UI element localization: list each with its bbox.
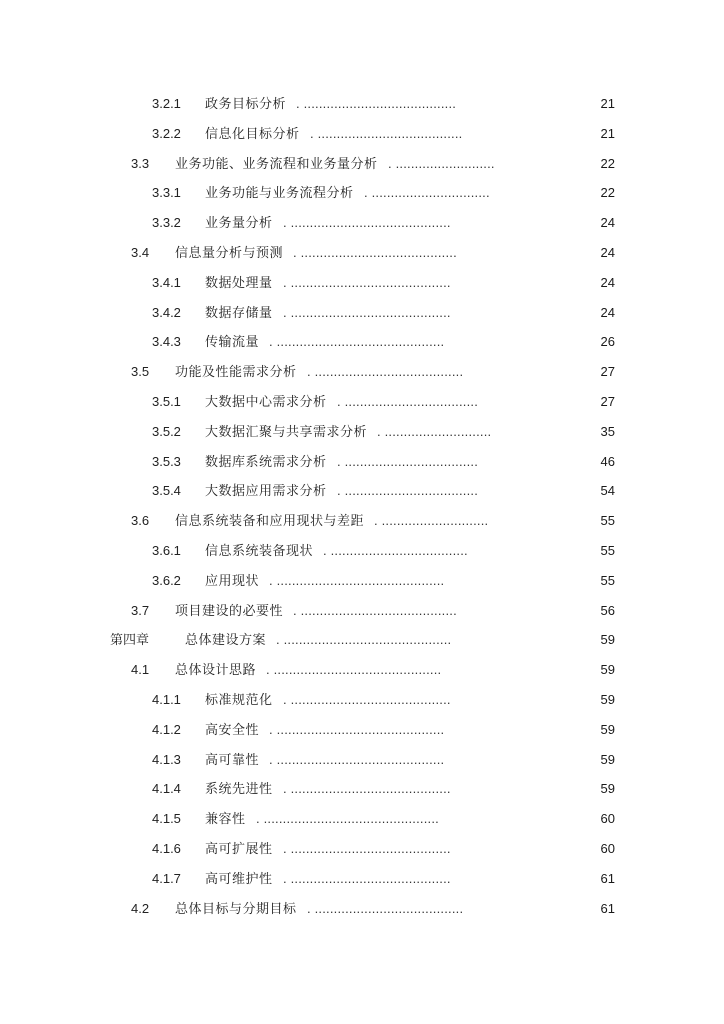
toc-entry-number: 3.5.4 bbox=[152, 483, 181, 499]
toc-entry-number: 第四章 bbox=[110, 632, 150, 648]
toc-entry-number: 4.2 bbox=[131, 900, 150, 916]
toc-entry-number: 4.1.3 bbox=[152, 751, 181, 767]
toc-entry-number: 3.4.2 bbox=[152, 304, 181, 320]
toc-entry-page-number: 21 bbox=[600, 96, 615, 111]
toc-entry-title: 大数据应用需求分析 bbox=[205, 483, 327, 499]
toc-entry[interactable] bbox=[0, 774, 724, 804]
toc-entry[interactable] bbox=[0, 745, 724, 775]
toc-entry-number: 3.2.2 bbox=[152, 125, 181, 141]
toc-entry-title: 大数据中心需求分析 bbox=[205, 393, 327, 409]
toc-entry[interactable] bbox=[0, 208, 724, 238]
toc-entry[interactable] bbox=[0, 685, 724, 715]
toc-entry-page-number: 26 bbox=[600, 334, 615, 350]
toc-entry-leader-dots: . ............................... bbox=[364, 185, 490, 201]
toc-entry-page-number: 22 bbox=[600, 155, 615, 171]
toc-entry-page-number: 60 bbox=[600, 811, 615, 827]
toc-entry-title: 总体设计思路 bbox=[175, 662, 257, 678]
toc-entry-leader-dots: . ................................... bbox=[337, 453, 479, 469]
toc-entry-leader-dots: . .......................... bbox=[388, 155, 495, 171]
toc-entry-number: 4.1.7 bbox=[152, 870, 181, 886]
toc-entry-title: 业务功能、业务流程和业务量分析 bbox=[175, 155, 378, 171]
toc-entry-title: 数据库系统需求分析 bbox=[205, 453, 327, 469]
toc-entry-number: 3.5.1 bbox=[152, 393, 181, 409]
toc-entry-title: 信息系统装备现状 bbox=[205, 542, 314, 558]
toc-entry-page-number: 21 bbox=[600, 125, 615, 141]
toc-entry-number: 4.1.2 bbox=[152, 721, 181, 737]
toc-entry-page-number: 59 bbox=[600, 721, 615, 737]
toc-entry-title: 政务目标分析 bbox=[205, 96, 287, 111]
toc-entry-leader-dots: . .......................................... bbox=[283, 274, 451, 290]
toc-entry-title: 高可扩展性 bbox=[205, 840, 273, 856]
toc-entry-page-number: 27 bbox=[600, 393, 615, 409]
toc-entry-page-number: 22 bbox=[600, 185, 615, 201]
toc-entry-page-number: 24 bbox=[600, 274, 615, 290]
toc-entry[interactable] bbox=[0, 387, 724, 417]
toc-entry[interactable] bbox=[0, 596, 724, 626]
toc-entry-title: 总体建设方案 bbox=[185, 632, 267, 648]
toc-entry-page-number: 56 bbox=[600, 602, 615, 618]
toc-entry[interactable] bbox=[0, 447, 724, 477]
toc-entry-leader-dots: . ............................................ bbox=[276, 632, 452, 648]
toc-entry-number: 4.1.4 bbox=[152, 781, 181, 797]
toc-entry-page-number: 54 bbox=[600, 483, 615, 499]
toc-entry-leader-dots: . ............................................ bbox=[269, 334, 445, 350]
toc-entry-number: 3.7 bbox=[131, 602, 150, 618]
toc-entry-page-number: 59 bbox=[600, 632, 615, 648]
toc-entry-leader-dots: . ......................................... bbox=[293, 244, 457, 260]
toc-entry-page-number: 24 bbox=[600, 244, 615, 260]
toc-entry[interactable] bbox=[0, 864, 724, 894]
toc-entry[interactable] bbox=[0, 804, 724, 834]
toc-entry-page-number: 59 bbox=[600, 691, 615, 707]
toc-entry[interactable] bbox=[0, 298, 724, 328]
toc-entry-leader-dots: . ........................................ bbox=[296, 96, 457, 111]
toc-entry-page-number: 61 bbox=[600, 900, 615, 916]
toc-entry[interactable] bbox=[0, 268, 724, 298]
toc-entry-number: 3.4 bbox=[131, 244, 150, 260]
toc-entry-number: 3.2.1 bbox=[152, 96, 181, 111]
toc-entry[interactable] bbox=[0, 894, 724, 924]
toc-entry-leader-dots: . ....................................... bbox=[307, 364, 464, 380]
toc-entry-title: 项目建设的必要性 bbox=[175, 602, 284, 618]
toc-entry-title: 标准规范化 bbox=[205, 691, 273, 707]
toc-entry-page-number: 24 bbox=[600, 304, 615, 320]
toc-entry-title: 系统先进性 bbox=[205, 781, 273, 797]
toc-entry-number: 3.3.1 bbox=[152, 185, 181, 201]
toc-entry-page-number: 27 bbox=[600, 364, 615, 380]
toc-entry-number: 3.3.2 bbox=[152, 215, 181, 231]
toc-entry-page-number: 61 bbox=[600, 870, 615, 886]
toc-entry-leader-dots: . ................................... bbox=[337, 483, 479, 499]
toc-entry-title: 信息系统装备和应用现状与差距 bbox=[175, 513, 365, 529]
toc-entry-number: 4.1.6 bbox=[152, 840, 181, 856]
toc-entry-leader-dots: . ............................ bbox=[374, 513, 489, 529]
toc-entry[interactable] bbox=[0, 417, 724, 447]
toc-entry-leader-dots: . ............................................ bbox=[269, 751, 445, 767]
toc-entry-page-number: 59 bbox=[600, 662, 615, 678]
toc-entry[interactable] bbox=[0, 625, 724, 655]
toc-entry-title: 功能及性能需求分析 bbox=[175, 364, 297, 380]
toc-entry-title: 高可维护性 bbox=[205, 870, 273, 886]
toc-entry-number: 3.6 bbox=[131, 513, 150, 529]
toc-entry[interactable] bbox=[0, 357, 724, 387]
toc-entry-leader-dots: . .......................................... bbox=[283, 840, 451, 856]
toc-entry-leader-dots: . .......................................... bbox=[283, 304, 451, 320]
toc-entry[interactable] bbox=[0, 506, 724, 536]
toc-entry-title: 信息量分析与预测 bbox=[175, 244, 284, 260]
toc-entry-title: 业务量分析 bbox=[205, 215, 273, 231]
toc-entry-number: 3.4.3 bbox=[152, 334, 181, 350]
toc-entry-page-number: 55 bbox=[600, 513, 615, 529]
toc-entry-leader-dots: . .............................................. bbox=[256, 811, 439, 827]
toc-entry-leader-dots: . .......................................... bbox=[283, 870, 451, 886]
toc-entry-page-number: 59 bbox=[600, 751, 615, 767]
toc-entry-title: 数据存储量 bbox=[205, 304, 273, 320]
toc-entry[interactable] bbox=[0, 715, 724, 745]
toc-entry[interactable] bbox=[0, 655, 724, 685]
toc-entry-leader-dots: . ......................................... bbox=[293, 602, 457, 618]
toc-entry[interactable] bbox=[0, 89, 724, 119]
toc-entry[interactable] bbox=[0, 178, 724, 208]
toc-entry-leader-dots: . ............................................ bbox=[269, 721, 445, 737]
toc-entry[interactable] bbox=[0, 149, 724, 179]
toc-entry-number: 3.5 bbox=[131, 364, 150, 380]
toc-entry[interactable] bbox=[0, 834, 724, 864]
toc-entry-page-number: 60 bbox=[600, 840, 615, 856]
toc-entry-leader-dots: . .................................... bbox=[323, 542, 468, 558]
toc-entry[interactable] bbox=[0, 476, 724, 506]
toc-entry-page-number: 59 bbox=[600, 781, 615, 797]
toc-entry[interactable] bbox=[0, 536, 724, 566]
toc-entry-page-number: 55 bbox=[600, 542, 615, 558]
toc-entry-number: 4.1.5 bbox=[152, 811, 181, 827]
toc-entry-leader-dots: . ............................................ bbox=[266, 662, 442, 678]
toc-entry-title: 兼容性 bbox=[205, 811, 246, 827]
toc-entry-page-number: 24 bbox=[600, 215, 615, 231]
toc-entry-title: 总体目标与分期目标 bbox=[175, 900, 297, 916]
toc-entry-number: 4.1.1 bbox=[152, 691, 181, 707]
toc-entry-title: 大数据汇聚与共享需求分析 bbox=[205, 423, 368, 439]
toc-entry-leader-dots: . ............................ bbox=[377, 423, 492, 439]
toc-entry-leader-dots: . ...................................... bbox=[310, 125, 463, 141]
toc-entry[interactable] bbox=[0, 238, 724, 268]
table-of-contents bbox=[0, 89, 724, 923]
toc-entry-page-number: 55 bbox=[600, 572, 615, 588]
toc-entry-page-number: 46 bbox=[600, 453, 615, 469]
toc-entry-number: 3.3 bbox=[131, 155, 150, 171]
toc-entry-number: 3.6.2 bbox=[152, 572, 181, 588]
toc-entry-page-number: 35 bbox=[600, 423, 615, 439]
toc-entry-title: 应用现状 bbox=[205, 572, 260, 588]
toc-entry-leader-dots: . .......................................... bbox=[283, 781, 451, 797]
toc-entry-number: 3.5.3 bbox=[152, 453, 181, 469]
toc-entry-number: 3.4.1 bbox=[152, 274, 181, 290]
toc-entry-leader-dots: . .......................................... bbox=[283, 215, 451, 231]
toc-entry-leader-dots: . ............................................ bbox=[269, 572, 445, 588]
toc-entry-title: 高可靠性 bbox=[205, 751, 260, 767]
toc-entry-leader-dots: . ....................................... bbox=[307, 900, 464, 916]
toc-entry-title: 业务功能与业务流程分析 bbox=[205, 185, 354, 201]
toc-entry-number: 3.6.1 bbox=[152, 542, 181, 558]
toc-entry-title: 高安全性 bbox=[205, 721, 260, 737]
toc-entry-number: 4.1 bbox=[131, 662, 150, 678]
toc-entry[interactable] bbox=[0, 566, 724, 596]
toc-entry-title: 数据处理量 bbox=[205, 274, 273, 290]
toc-entry[interactable] bbox=[0, 119, 724, 149]
toc-entry-number: 3.5.2 bbox=[152, 423, 181, 439]
toc-entry[interactable] bbox=[0, 327, 724, 357]
toc-entry-title: 信息化目标分析 bbox=[205, 125, 300, 141]
toc-entry-leader-dots: . ................................... bbox=[337, 393, 479, 409]
toc-entry-title: 传输流量 bbox=[205, 334, 260, 350]
toc-entry-leader-dots: . .......................................... bbox=[283, 691, 451, 707]
